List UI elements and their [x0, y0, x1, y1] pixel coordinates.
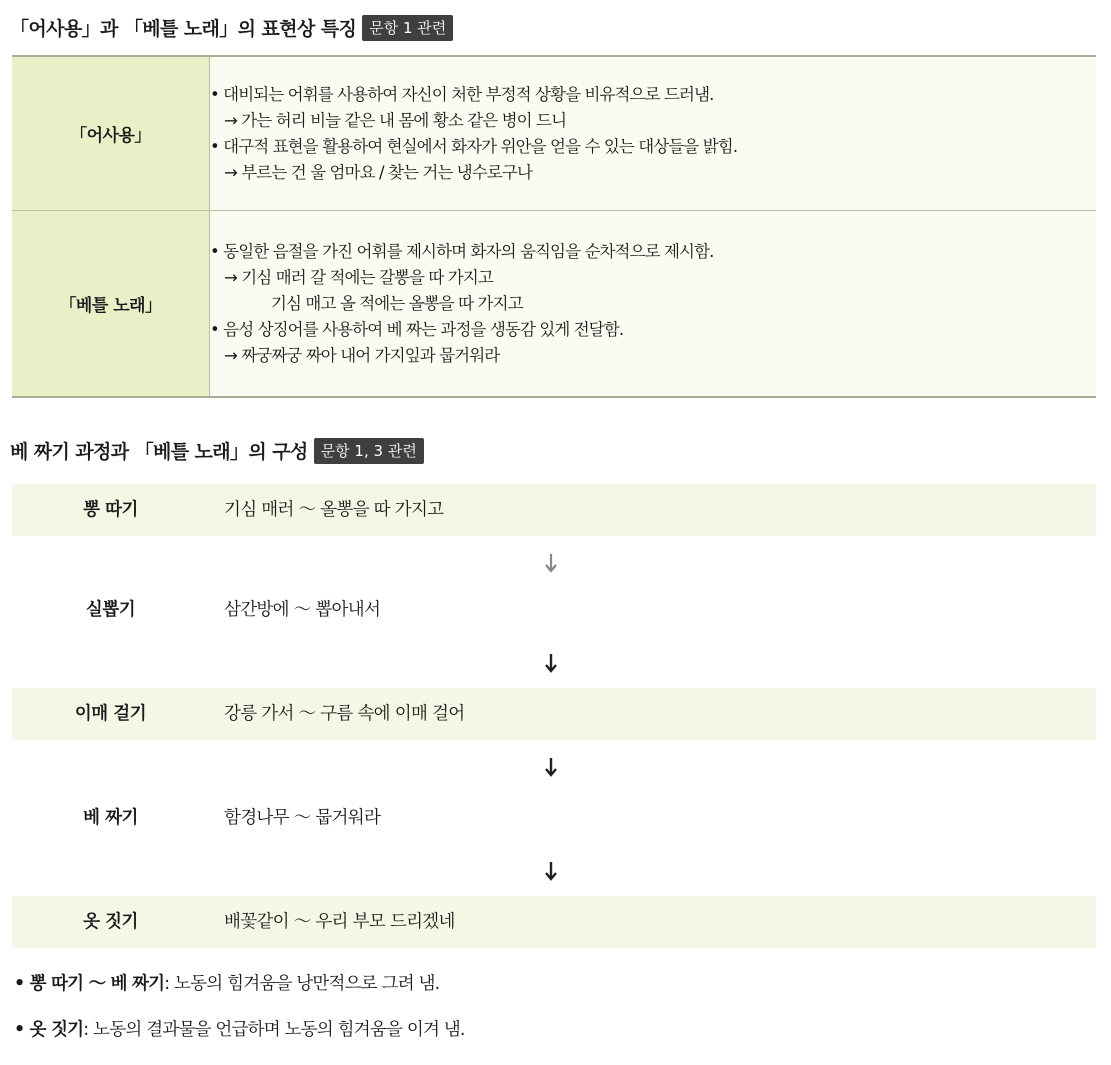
process-step [12, 688, 1096, 740]
question-tag: 문항 1, 3 관련 [314, 438, 424, 464]
features-table [12, 55, 1096, 398]
process-step [12, 484, 1096, 536]
step-label: 뽕 따기 [83, 500, 138, 520]
table-row [12, 211, 1096, 398]
note-term: • 뽕 따기 ～ 베 짜기 [14, 974, 165, 994]
down-arrow-icon [543, 757, 559, 777]
example-line: → 가는 허리 비늘 같은 내 몸에 황소 같은 병이 드니 [224, 110, 567, 130]
question-tag: 문항 1 관련 [362, 15, 453, 41]
process-step [12, 896, 1096, 948]
down-arrow-icon [543, 861, 559, 881]
row-content [210, 56, 1097, 211]
bullet-line: • 대구적 표현을 활용하여 현실에서 화자가 위안을 얻을 수 있는 대상들을 밝힘. [210, 136, 738, 156]
section-title-text: 「어사용」과 「베틀 노래」의 표현상 특징 [10, 18, 357, 40]
bullet-line: • 동일한 음절을 가진 어휘를 제시하며 화자의 움직임을 순차적으로 제시함. [210, 241, 714, 261]
section-title-process [10, 437, 424, 464]
note-term: • 옷 짓기 [14, 1020, 84, 1040]
step-label: 베 짜기 [83, 808, 138, 828]
step-text: 기심 매러 ～ 올뽕을 따 가지고 [224, 500, 444, 520]
summary-note [14, 970, 439, 995]
bullet-line: • 대비되는 어휘를 사용하여 자신이 처한 부정적 상황을 비유적으로 드러냄. [210, 84, 714, 104]
step-label: 이매 걸기 [74, 704, 147, 724]
section-title-features [10, 14, 453, 41]
example-line: → 기심 매러 갈 적에는 갈뽕을 따 가지고 [224, 267, 493, 287]
row-content [210, 211, 1097, 398]
note-text: : 노동의 결과물을 언급하며 노동의 힘겨움을 이겨 냄. [83, 1020, 465, 1040]
example-line: → 짜궁짜궁 짜아 내어 가지잎과 뭅거워라 [224, 345, 500, 365]
process-step [12, 584, 1096, 636]
step-text: 함경나무 ～ 뭅거워라 [224, 808, 381, 828]
down-arrow-icon [543, 553, 559, 573]
step-text: 삼간방에 ～ 뽑아내서 [224, 600, 381, 620]
example-line: 기심 매고 올 적에는 올뽕을 따 가지고 [271, 293, 523, 313]
process-step [12, 792, 1096, 844]
section-title-text: 베 짜기 과정과 「베틀 노래」의 구성 [10, 441, 308, 463]
down-arrow-icon [543, 653, 559, 673]
step-label: 실뽑기 [85, 600, 136, 620]
step-label: 옷 짓기 [83, 912, 138, 932]
example-line: → 부르는 건 울 엄마요 / 찾는 거는 냉수로구나 [224, 162, 533, 182]
table-row [12, 56, 1096, 211]
row-header: 「어사용」 [12, 56, 210, 211]
row-header: 「베틀 노래」 [12, 211, 210, 398]
note-text: : 노동의 힘겨움을 낭만적으로 그려 냄. [164, 974, 440, 994]
bullet-line: • 음성 상징어를 사용하여 베 짜는 과정을 생동감 있게 전달함. [210, 319, 624, 339]
step-text: 배꽃같이 ～ 우리 부모 드리겠네 [224, 912, 455, 932]
step-text: 강릉 가서 ～ 구름 속에 이매 걸어 [224, 704, 465, 724]
summary-note [14, 1016, 465, 1041]
